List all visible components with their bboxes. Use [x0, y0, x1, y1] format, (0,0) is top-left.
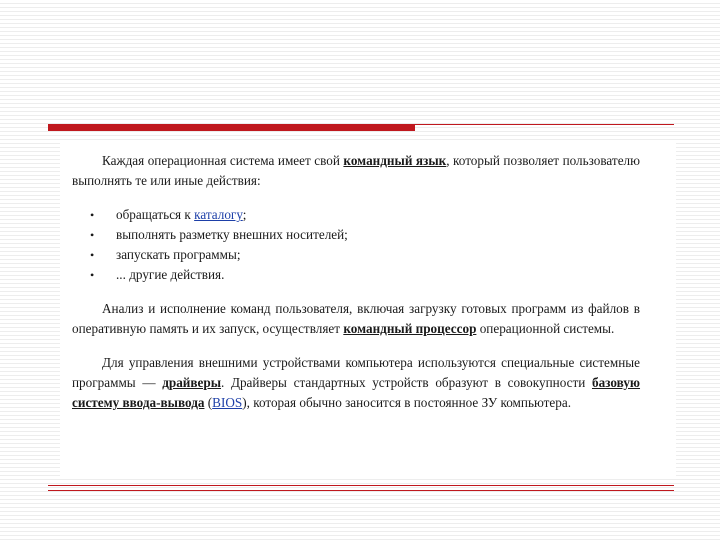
paragraph-text: операционной системы.	[476, 321, 615, 336]
bullet-icon: •	[90, 268, 95, 282]
list-item	[72, 245, 640, 265]
list-item	[72, 265, 640, 285]
list-item-text: ;	[242, 207, 247, 222]
paragraph-command-language	[72, 151, 640, 191]
list-item-text: выполнять разметку внешних носителей;	[116, 227, 348, 242]
bullet-icon: •	[90, 228, 95, 242]
paragraph-text: Анализ и исполнение команд пользователя, включая загрузку готовых программ из файлов в оперативную память и их запуск, осуществляет	[72, 301, 640, 336]
list-item-text: ... другие действия.	[116, 267, 225, 282]
paragraph-text: . Драйверы стандартных устройств образуют в совокупности	[221, 375, 592, 390]
list-item	[72, 205, 640, 225]
top-accent-bar	[48, 124, 415, 131]
paragraph-text: , который позволяет пользователю выполнять те или иные действия:	[72, 153, 640, 188]
spacer	[72, 339, 640, 353]
paragraph-text: Каждая операционная система имеет свой	[102, 153, 344, 168]
spacer	[72, 285, 640, 299]
spacer	[72, 191, 640, 205]
bottom-divider-line	[48, 490, 674, 491]
list-item-text: обращаться к	[116, 207, 195, 222]
link-catalog[interactable]: каталогу	[194, 207, 243, 222]
bottom-divider-line	[48, 485, 674, 486]
paragraph-text: (	[204, 395, 213, 410]
paragraph-drivers	[72, 353, 640, 413]
link-bios[interactable]: BIOS	[212, 395, 243, 410]
paragraph-command-processor	[72, 299, 640, 339]
list-item-text: запускать программы;	[116, 247, 241, 262]
term-drivers: драйверы	[162, 375, 221, 390]
paragraph-text: Для управления внешними устройствами компьютера используются специальные системные программы —	[72, 355, 640, 390]
document-page	[60, 140, 676, 476]
term-command-language: командный язык	[343, 153, 447, 168]
actions-list	[72, 205, 640, 285]
bullet-icon: •	[90, 208, 95, 222]
term-bios-full: базовую систему ввода-вывода	[72, 375, 641, 410]
paragraph-text: ), которая обычно заносится в постоянное ЗУ компьютера.	[242, 395, 572, 410]
list-item	[72, 225, 640, 245]
term-command-processor: командный процессор	[343, 321, 477, 336]
bullet-icon: •	[90, 248, 95, 262]
